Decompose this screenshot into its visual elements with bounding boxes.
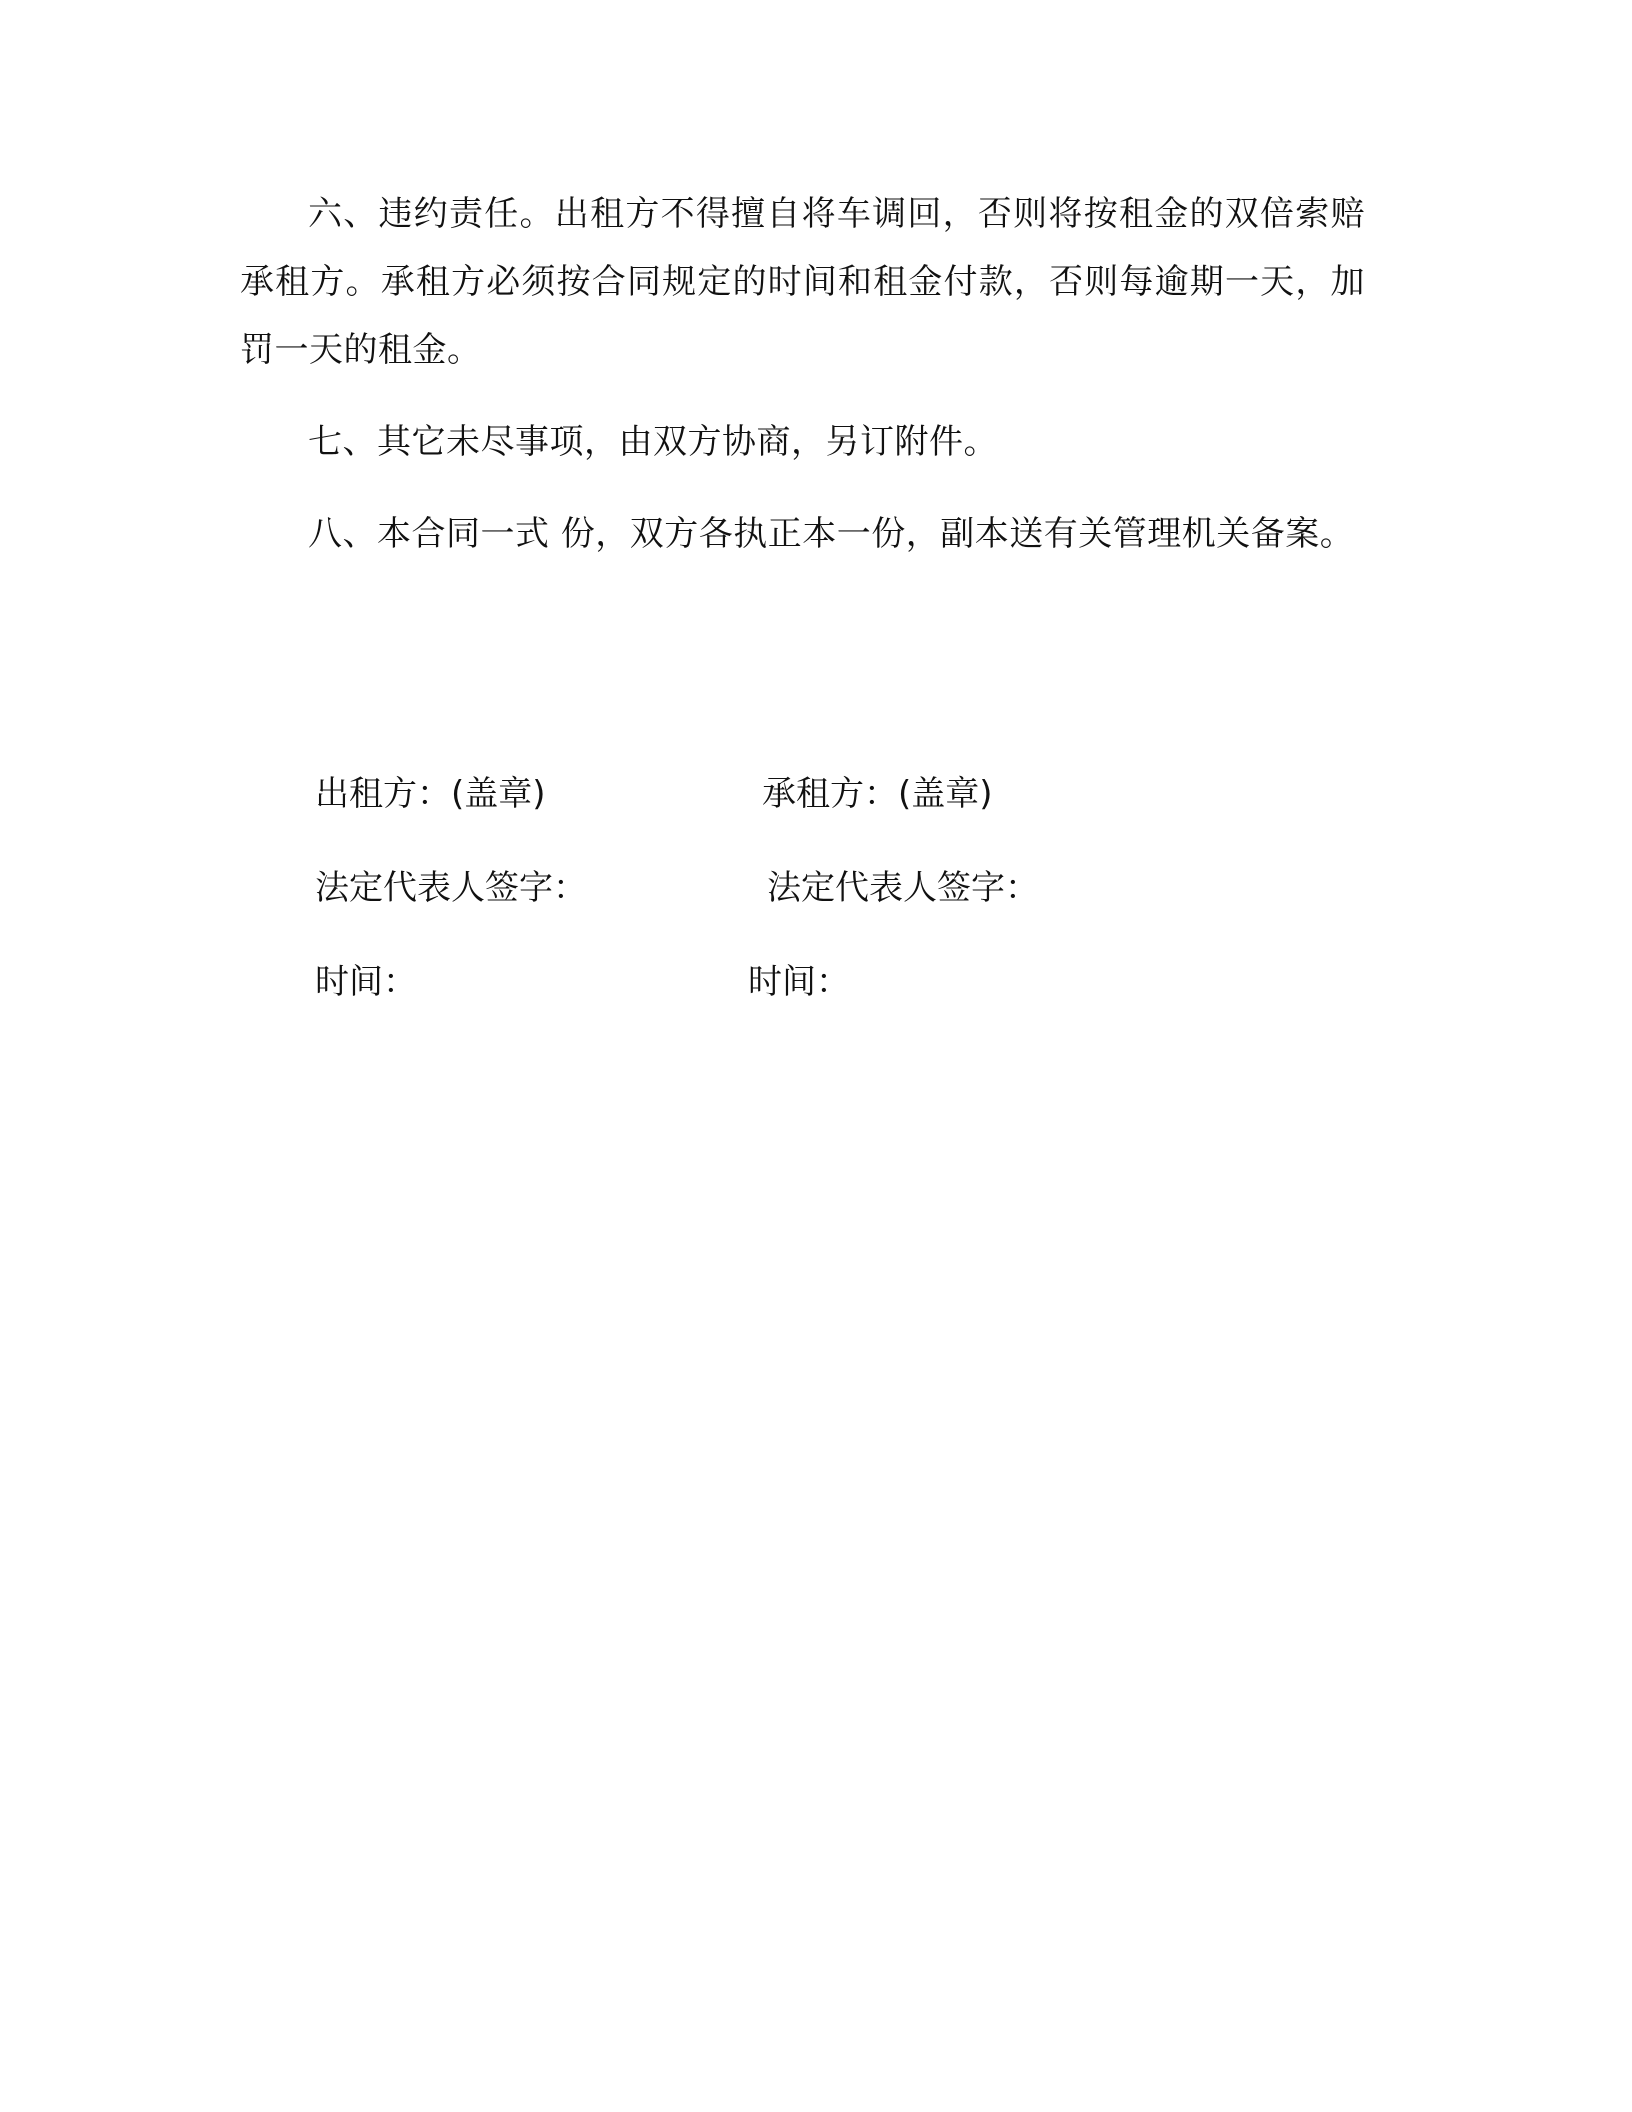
lessee-seal-label: 承租方：(盖章) xyxy=(762,774,993,814)
signature-section xyxy=(315,760,1215,1042)
clause-eight-copies: 八、本合同一式 份，双方各执正本一份，副本送有关管理机关备案。 xyxy=(308,514,1355,554)
signature-row-time xyxy=(315,948,1215,1042)
lessor-representative-label: 法定代表人签字： xyxy=(315,868,587,908)
lessee-representative-label: 法定代表人签字： xyxy=(767,868,1039,908)
lessee-time-label: 时间： xyxy=(748,962,850,1002)
signature-row-seal xyxy=(315,760,1215,854)
lessor-time-label: 时间： xyxy=(315,962,417,1002)
lessor-seal-label: 出租方：(盖章) xyxy=(315,774,546,814)
contract-body xyxy=(240,180,1365,592)
clause-six-breach-liability: 六、违约责任。出租方不得擅自将车调回，否则将按租金的双倍索赔承租方。承租方必须按合同规定的时间和租金付款，否则每逾期一天，加罚一天的租金。 xyxy=(240,194,1365,370)
clause-seven-other-matters: 七、其它未尽事项，由双方协商，另订附件。 xyxy=(308,422,998,462)
signature-row-representative xyxy=(315,854,1215,948)
